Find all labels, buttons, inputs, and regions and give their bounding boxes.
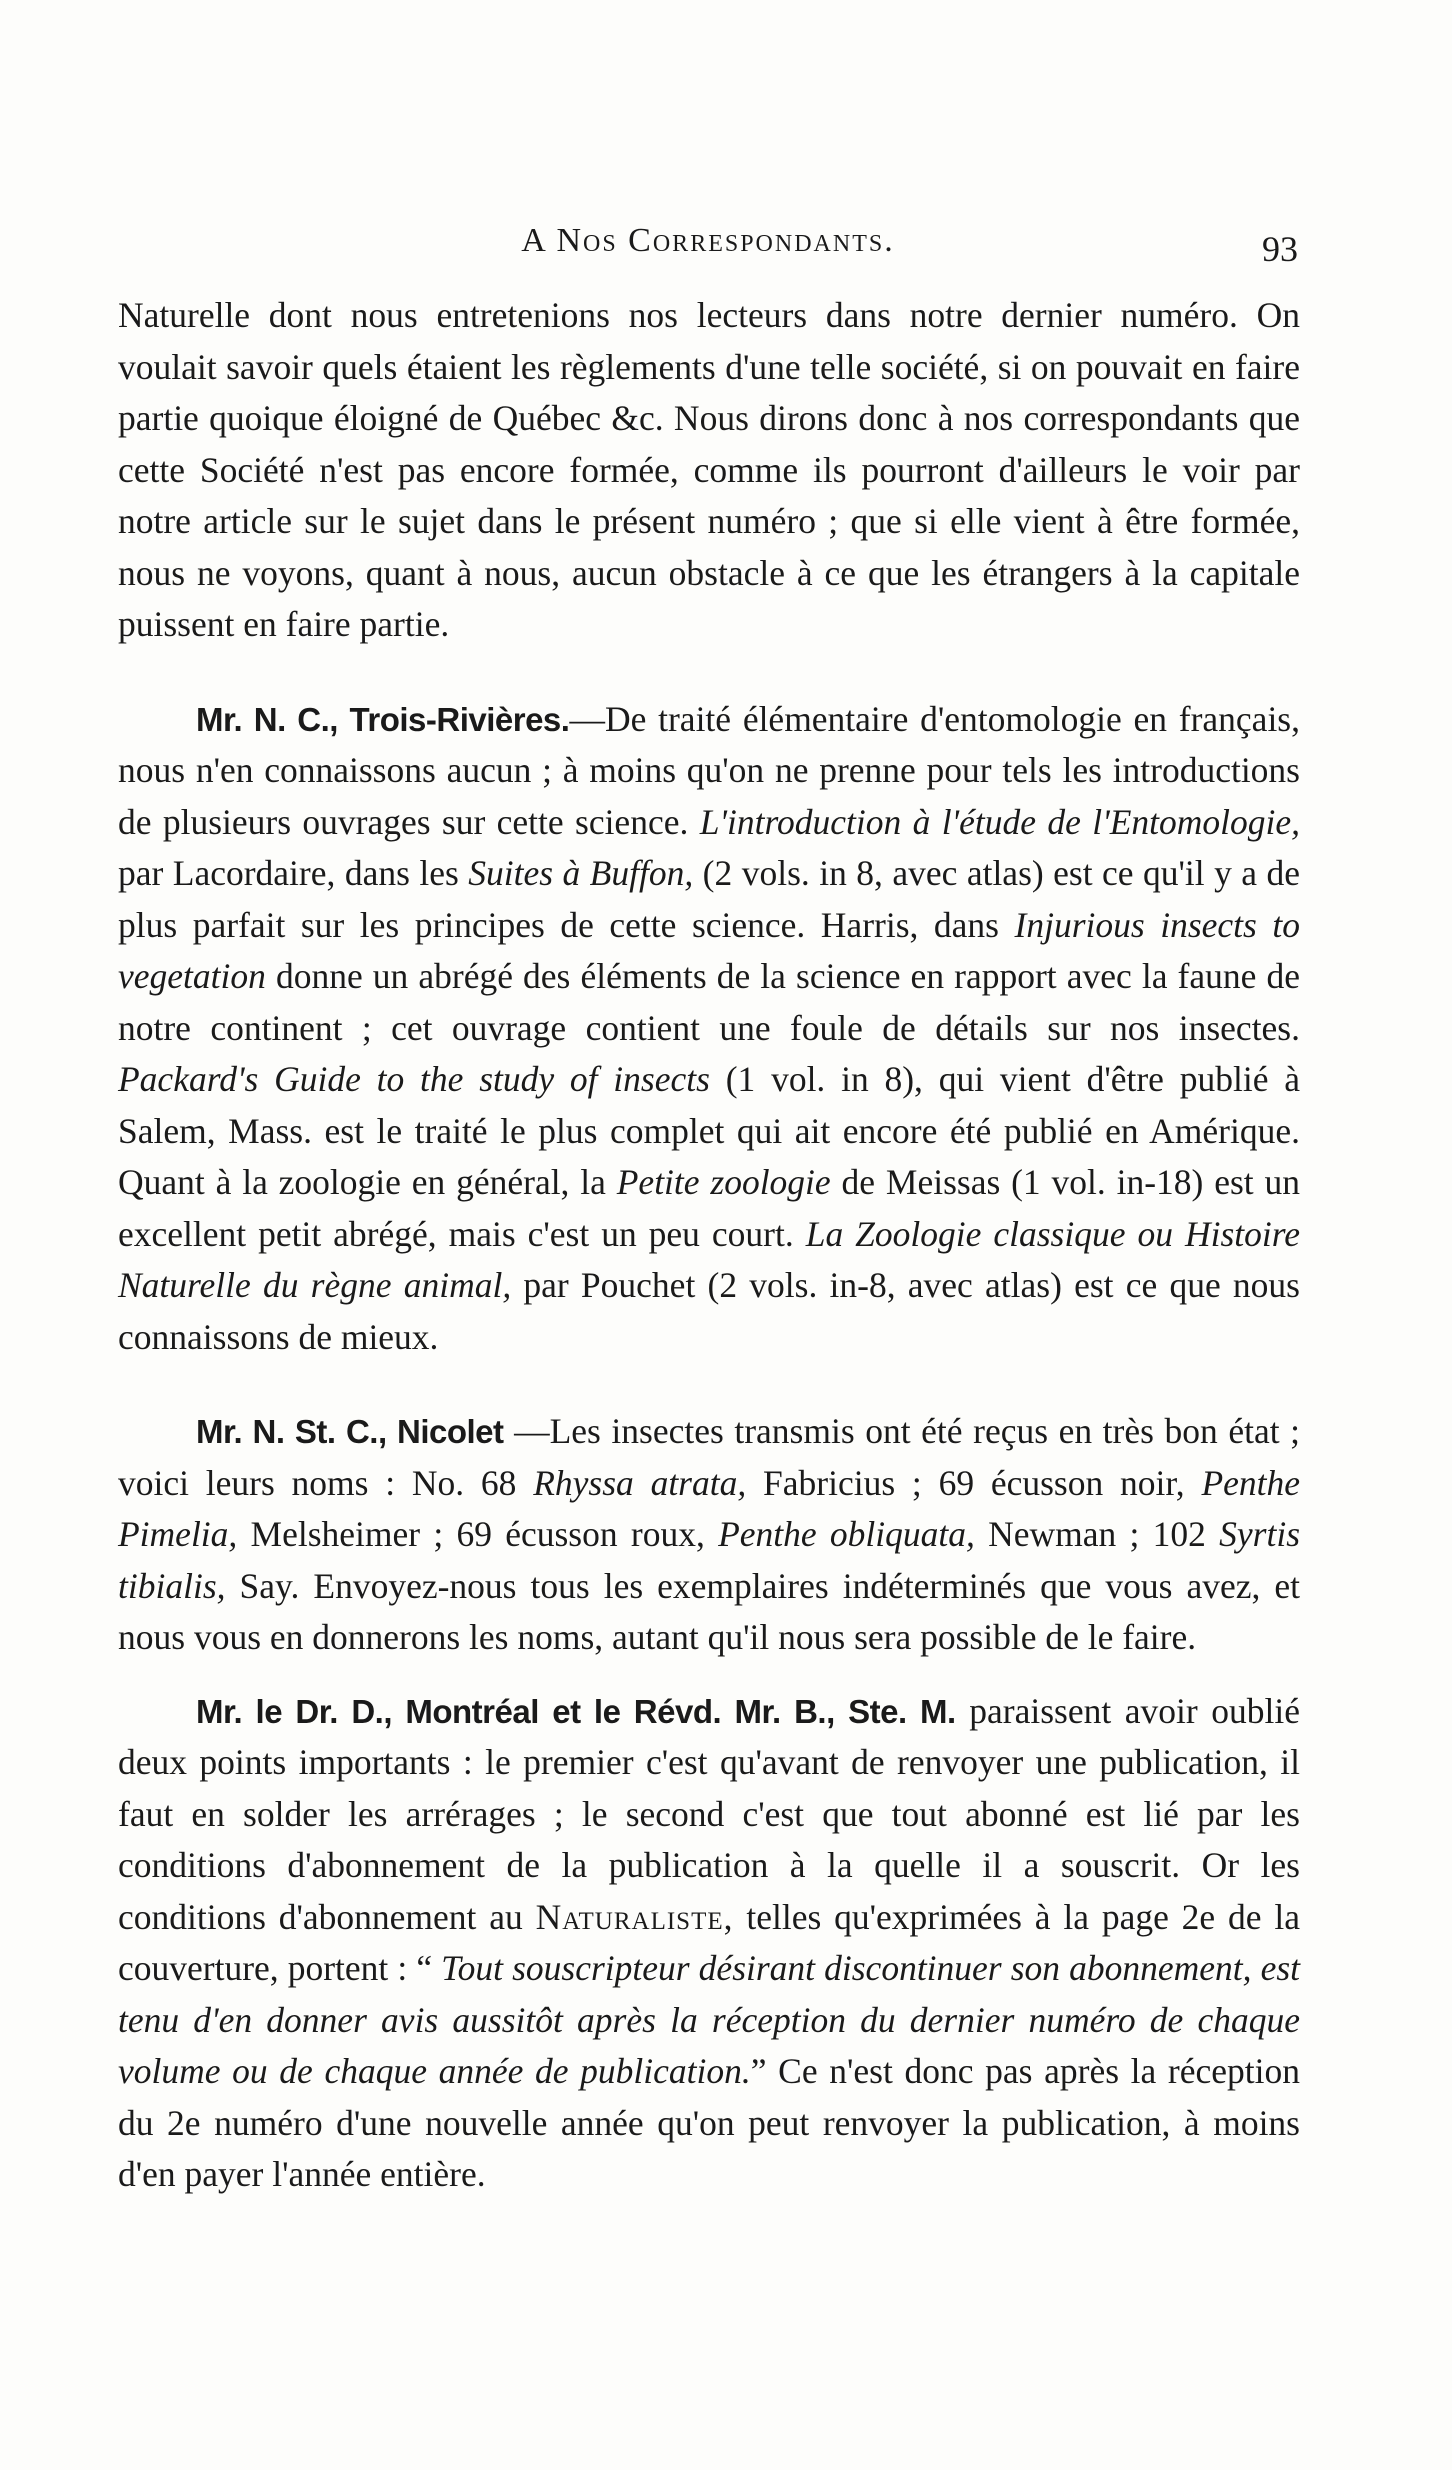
book-title: Petite zoologie: [616, 1162, 831, 1202]
addressee-label: Mr. le Dr. D., Montréal et le Révd. Mr. B., Ste. M.: [196, 1692, 956, 1730]
entry-text: de Meissas (1 vol. in-18) est un excellent petit abrégé, mais c'est un peu court.: [118, 1162, 1300, 1254]
entry-text: donne un abrégé des éléments de la science en rapport avec la faune de notre continent ; cet ouvrage contient une foule de détails sur nos insectes.: [118, 956, 1300, 1048]
quoted-condition: Tout souscripteur désirant discontinuer son abonnement, est tenu d'en donner avis aussitôt après la réception du dernier numéro de chaque volume ou de chaque année de publication.: [118, 1948, 1301, 2091]
entry-text: telles qu'exprimées à la page 2e de la couverture, portent : “: [118, 1896, 1301, 1988]
entry-text: Newman ; 102: [974, 1514, 1220, 1554]
species-name: Rhyssa atrata,: [533, 1462, 747, 1503]
continued-paragraph: [118, 290, 1300, 651]
body-text: [118, 290, 1300, 2201]
entry-text: —Les insectes transmis ont été reçus en très bon état ; voici leurs noms : No. 68: [118, 1411, 1301, 1503]
running-head: [118, 222, 1298, 272]
entry-text: paraissent avoir oublié deux points importants : le premier c'est qu'avant de renvoyer une publication, il faut en solder les arrérages ; le second c'est que tout abonné est lié par les conditions d'abonnement de la publication à la quelle il a souscrit. Or les conditions d'abonnement au: [118, 1690, 1301, 1937]
book-title: Packard's Guide to the study of insects: [118, 1059, 710, 1099]
entry-text: Fabricius ; 69 écusson noir,: [746, 1462, 1202, 1503]
correspondent-entry-montreal: [118, 1686, 1300, 2201]
entry-text: (1 vol. in 8), qui vient d'être publié à Salem, Mass. est le traité le plus complet qui ait encore été publié en Amérique. Quant à la zoologie en général, la: [118, 1059, 1300, 1202]
correspondent-entry-trois-rivieres: [118, 694, 1300, 1364]
entry-text: Say. Envoyez-nous tous les exemplaires indéterminés que vous avez, et nous vous en donnerons les noms, autant qu'il nous sera possible de le faire.: [118, 1565, 1300, 1657]
journal-name: Naturaliste,: [535, 1896, 734, 1937]
page-number: 93: [1262, 229, 1298, 269]
species-name: Syrtis tibialis,: [118, 1514, 1301, 1606]
species-name: Penthe obliquata,: [718, 1514, 975, 1554]
running-title: A Nos Correspondants.: [521, 222, 895, 259]
book-title: La Zoologie classique ou Histoire Naturelle du règne animal,: [118, 1213, 1300, 1305]
species-name: Penthe Pimelia,: [118, 1462, 1301, 1554]
book-title: L'introduction à l'étude de l'Entomologie,: [699, 801, 1300, 842]
addressee-label: Mr. N. C., Trois-Rivières.: [196, 700, 570, 738]
book-title: Injurious insects to vegetation: [118, 904, 1300, 996]
paragraph-text: Naturelle dont nous entretenions nos lecteurs dans notre dernier numéro. On voulait savoir quels étaient les règlements d'une telle société, si on pouvait en faire partie quoique éloigné de Québec &c. Nous dirons donc à nos correspondants que cette Société n'est pas encore formée, comme ils pourront d'ailleurs le voir par notre article sur le sujet dans le présent numéro ; que si elle vient à être formée, nous ne voyons, quant à nous, aucun obstacle à ce que les étrangers à la capitale puissent en faire partie.: [118, 295, 1300, 644]
entry-text: —De traité élémentaire d'entomologie en français, nous n'en connaissons aucun ; à moins qu'on ne prenne pour tels les introductions de plusieurs ouvrages sur cette science.: [118, 698, 1300, 842]
correspondent-entry-nicolet: [118, 1406, 1300, 1664]
entry-text: Melsheimer ; 69 écusson roux,: [237, 1514, 719, 1554]
book-title: Suites à Buffon,: [468, 853, 694, 893]
entry-text: par Pouchet (2 vols. in-8, avec atlas) est ce que nous connaissons de mieux.: [118, 1265, 1300, 1357]
entry-text: (2 vols. in 8, avec atlas) est ce qu'il y a de plus parfait sur les principes de cette science. Harris, dans: [118, 853, 1300, 945]
entry-text: par Lacordaire, dans les: [118, 853, 469, 893]
entry-text: ” Ce n'est donc pas après la réception du 2e numéro d'une nouvelle année qu'on peut renvoyer la publication, à moins d'en payer l'année entière.: [118, 2051, 1300, 2194]
addressee-label: Mr. N. St. C., Nicolet: [196, 1413, 504, 1450]
